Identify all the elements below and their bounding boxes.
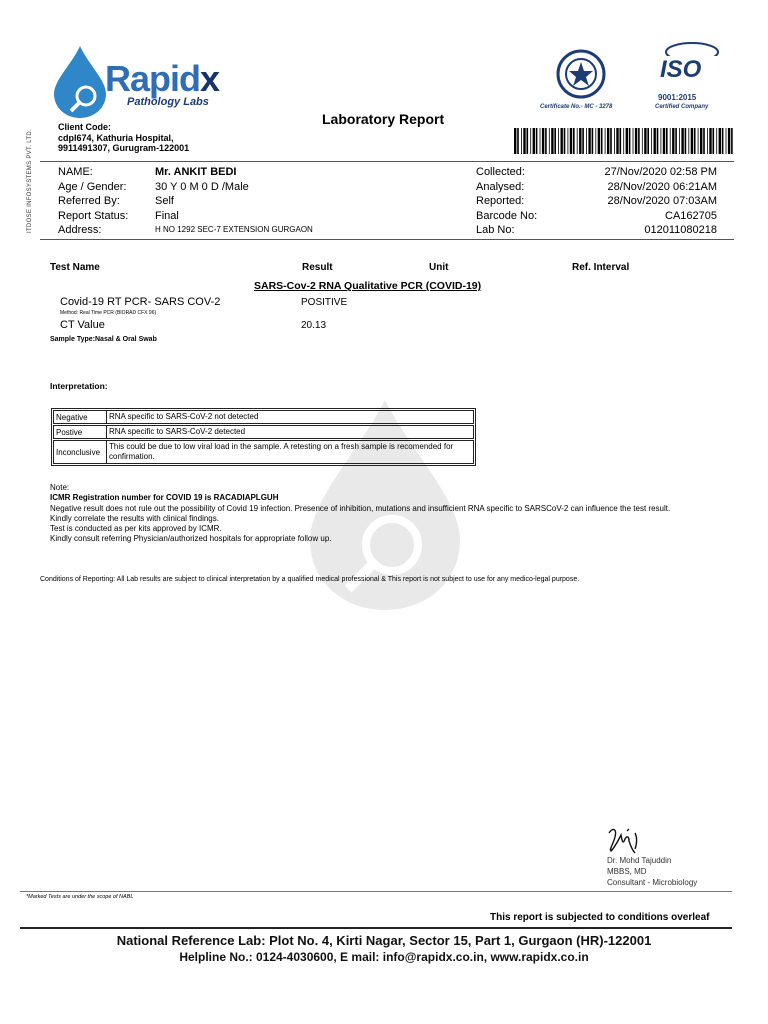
header-divider [40,161,734,162]
rapidx-logo-drop-icon [52,46,108,118]
patient-age-gender: 30 Y 0 M 0 D /Male [155,180,249,193]
analysed-date: 28/Nov/2020 06:21AM [607,180,717,193]
column-result: Result [302,262,333,273]
footer-divider [20,927,732,929]
test-covid-result: POSITIVE [301,297,348,308]
footer-address: National Reference Lab: Plot No. 4, Kirti Nagar, Sector 15, Part 1, Gurgaon (HR)-122001 [116,933,652,948]
table-row: Postive RNA specific to SARS-CoV-2 detected [53,425,474,439]
note-section: Note: ICMR Registration number for COVID 19 is RACADIAPLGUH Negative result does not rule out the possibility of Covid 19 infection. Presence of inhibition, mutations and insufficient RNA specific to SARSCoV-2 can influence the test result. Kindly correlate the results with clinical findings. Test is conducted as per kits approved by ICMR. Kindly consult referring Physician/authorized hospitals for appropriate follow up. [50,483,730,545]
client-code: Client Code: cdpl674, Kathuria Hospital, 9911491307, Gurugram-122001 [58,122,190,153]
table-row: Inconclusive This could be due to low viral load in the sample. A retesting on a fresh sample is recomended for confirmation. [53,440,474,464]
conditions-overleaf: This report is subjected to conditions overleaf [490,912,710,923]
iso-standard: 9001:2015 [658,93,697,102]
brand-subtitle: Pathology Labs [127,96,209,108]
doctor-degree: MBBS, MD [607,867,647,876]
interpretation-table [51,408,476,466]
test-ct-result: 20.13 [301,320,327,331]
nabl-note: *Marked Tests are under the scope of NABL [26,894,134,900]
signature-icon [605,825,645,855]
side-company-text: ITDOSE INFOSYSTEMS PVT. LTD. [27,129,33,233]
patient-referred-by: Self [155,195,174,207]
barcode [514,128,734,154]
doctor-details [607,855,697,888]
column-unit: Unit [429,262,449,273]
doctor-title: Consultant - Microbiology [607,878,698,887]
page-title: Laboratory Report [322,111,445,127]
patient-name: Mr. ANKIT BEDI [155,166,237,178]
column-ref-interval: Ref. Interval [572,262,630,273]
sample-type: Sample Type:Nasal & Oral Swab [50,336,157,343]
table-row: Negative RNA specific to SARS-CoV-2 not detected [53,410,474,424]
patient-labels: NAME: Age / Gender: Referred By: Report Status: Address: [58,166,129,236]
collected-date: 27/Nov/2020 02:58 PM [604,166,717,178]
report-labels: Collected: Analysed: Reported: Barcode No: Lab No: [476,166,538,236]
report-values [590,165,717,238]
section-title: SARS-Cov-2 RNA Qualitative PCR (COVID-19) [254,280,482,292]
accreditation-seal-icon [556,46,606,102]
barcode-number: CA162705 [665,209,717,222]
certificate-number: Certificate No.- MC - 3278 [540,104,613,110]
patient-values [155,165,455,238]
test-ct-name: CT Value [60,319,105,331]
footer-contact: Helpline No.: 0124-4030600, E mail: info@rapidx.co.in, www.rapidx.co.in [179,950,589,964]
test-covid-name: Covid-19 RT PCR- SARS COV-2 [60,296,221,308]
patient-report-status: Final [155,209,179,222]
patient-divider [40,239,734,240]
doctor-name: Dr. Mohd Tajuddin [607,856,672,865]
conditions-of-reporting: Conditions of Reporting: All Lab results are subject to clinical interpretation by a qualified medical professional & This report is not subject to use for any medico-legal purpose. [40,576,580,583]
lab-number: 012011080218 [644,224,717,236]
iso-globe-icon [664,42,720,56]
icmr-registration: ICMR Registration number for COVID 19 is RACADIAPLGUH [50,493,279,503]
brand-name: Rapidx [105,58,220,99]
column-test-name: Test Name [50,262,100,273]
reported-date: 28/Nov/2020 07:03AM [607,195,717,207]
certified-company-label: Certified Company [655,104,709,110]
interpretation-heading: Interpretation: [50,381,108,391]
test-method: Method: Real Time PCR (BIORAD CFX 96) [60,310,157,316]
patient-address: H NO 1292 SEC-7 EXTENSION GURGAON [155,225,313,234]
footer-top-divider [20,891,732,892]
iso-logo: ISO [660,56,702,83]
